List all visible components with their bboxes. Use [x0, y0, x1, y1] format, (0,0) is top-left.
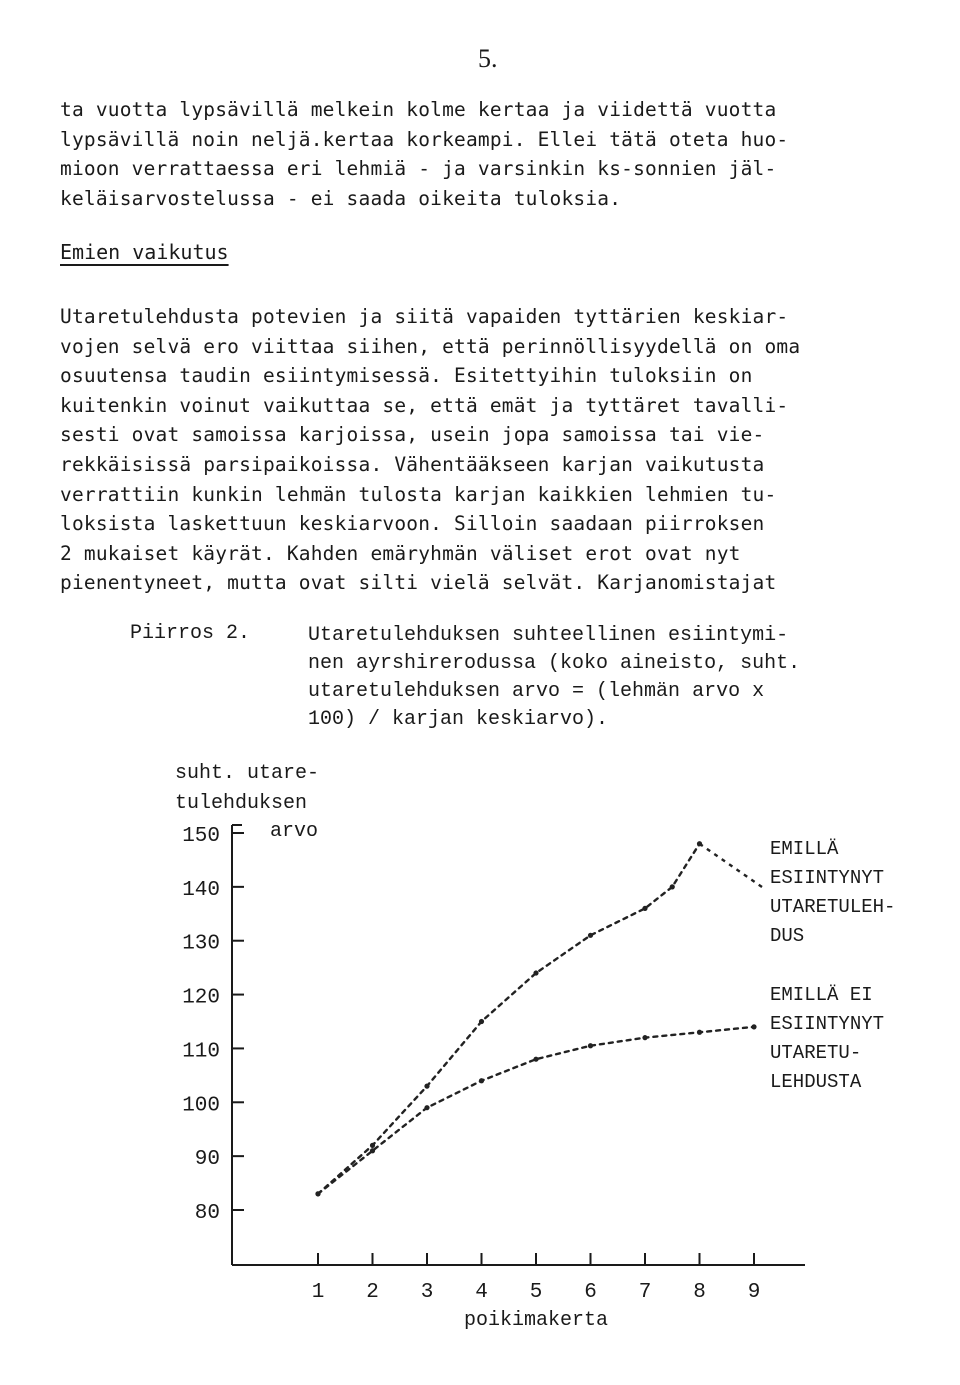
text-line: loksista laskettuun keskiarvoon. Silloin saadaan piirroksen [60, 512, 765, 536]
data-point [642, 906, 647, 911]
data-point [588, 933, 593, 938]
legend-label: DUS [770, 925, 805, 947]
data-point [479, 1078, 484, 1083]
y-tick-label: 130 [182, 932, 220, 956]
x-tick-label: 9 [747, 1281, 761, 1304]
text-line: mioon verrattaessa eri lehmiä - ja varsinkin ks-sonnien jäl- [60, 157, 777, 181]
x-tick-label: 1 [311, 1281, 325, 1304]
caption-line: nen ayrshirerodussa (koko aineisto, suht. [308, 652, 801, 675]
series-line-1 [318, 844, 700, 1194]
y-tick-label: 150 [182, 825, 220, 848]
text-line: kuitenkin voinut vaikuttaa se, että emät ja tyttäret tavalli- [60, 393, 789, 417]
series-line-2 [318, 1027, 754, 1194]
data-point [697, 1030, 702, 1035]
y-axis-label: tulehduksen [175, 792, 308, 815]
data-point [751, 1024, 756, 1029]
x-tick-label: 8 [693, 1281, 706, 1304]
legend-label: UTARETU- [770, 1042, 862, 1064]
legend-label: EMILLÄ EI [770, 984, 873, 1006]
text-line: Utaretulehdusta potevien ja siitä vapaiden tyttärien keskiar- [60, 305, 789, 328]
data-point [424, 1105, 429, 1110]
text-line: osuutensa taudin esiintymisessä. Esitettyihin tuloksiin on [60, 364, 753, 388]
data-point [315, 1191, 320, 1196]
text-line: keläisarvostelussa - ei saada oikeita tuloksia. [60, 186, 622, 210]
y-tick-label: 80 [194, 1202, 220, 1225]
figure-label: Piirros 2. [130, 622, 251, 645]
caption-line: 100) / karjan keskiarvo). [308, 708, 609, 731]
data-point [370, 1148, 375, 1153]
data-point [533, 1057, 538, 1062]
data-point [370, 1143, 375, 1148]
legend-label: LEHDUSTA [770, 1071, 862, 1093]
data-point [588, 1043, 593, 1048]
text-line: 2 mukaiset käyrät. Kahden emäryhmän väliset erot ovat nyt [60, 541, 741, 565]
x-tick-label: 6 [584, 1281, 597, 1304]
x-tick-label: 5 [529, 1281, 543, 1304]
x-tick-label: 3 [420, 1281, 434, 1304]
text-line: rekkäisissä parsipaikoissa. Vähentääkseen karjan vaikutusta [60, 452, 765, 476]
y-axis-label: suht. utare- [175, 762, 320, 785]
y-tick-label: 90 [194, 1148, 220, 1172]
section-heading: Emien vaikutus [60, 240, 229, 264]
text-line: ta vuotta lypsävillä melkein kolme kertaa ja viidettä vuotta [60, 98, 777, 121]
y-tick-label: 100 [182, 1094, 220, 1118]
caption-line: Utaretulehduksen suhteellinen esiintymi- [308, 624, 789, 647]
y-axis-label: arvo [270, 820, 319, 843]
text-line: lypsävillä noin neljä.kertaa korkeampi. Ellei tätä oteta huo- [60, 127, 789, 151]
legend-label: UTARETULEH- [770, 896, 896, 918]
y-tick-label: 140 [182, 878, 220, 902]
y-tick-label: 110 [182, 1040, 220, 1064]
legend-label: ESIINTYNYT [770, 867, 885, 889]
x-tick-label: 4 [475, 1281, 488, 1304]
y-tick-label: 120 [182, 986, 220, 1010]
page-number: 5. [478, 44, 498, 73]
data-point [424, 1084, 429, 1089]
text-line: pienentyneet, mutta ovat silti vielä selvät. Karjanomistajat [60, 571, 777, 595]
legend-leader [700, 844, 763, 887]
text-line: verrattiin kunkin lehmän tulosta karjan kaikkien lehmien tu- [60, 482, 777, 506]
x-axis-label: poikimakerta [463, 1309, 609, 1332]
data-point [642, 1035, 647, 1040]
data-point [479, 1019, 484, 1024]
x-tick-label: 7 [638, 1281, 652, 1304]
caption-line: utaretulehduksen arvo = (lehmän arvo x [308, 680, 765, 703]
text-line: sesti ovat samoissa karjoissa, usein jopa samoissa tai vie- [60, 423, 765, 447]
text-line: vojen selvä ero viittaa siihen, että perinnöllisyydellä on oma [60, 334, 801, 358]
legend-label: EMILLÄ [770, 838, 839, 860]
legend-label: ESIINTYNYT [770, 1013, 885, 1035]
x-tick-label: 2 [366, 1281, 379, 1304]
data-point [670, 884, 675, 889]
data-point [533, 970, 538, 975]
